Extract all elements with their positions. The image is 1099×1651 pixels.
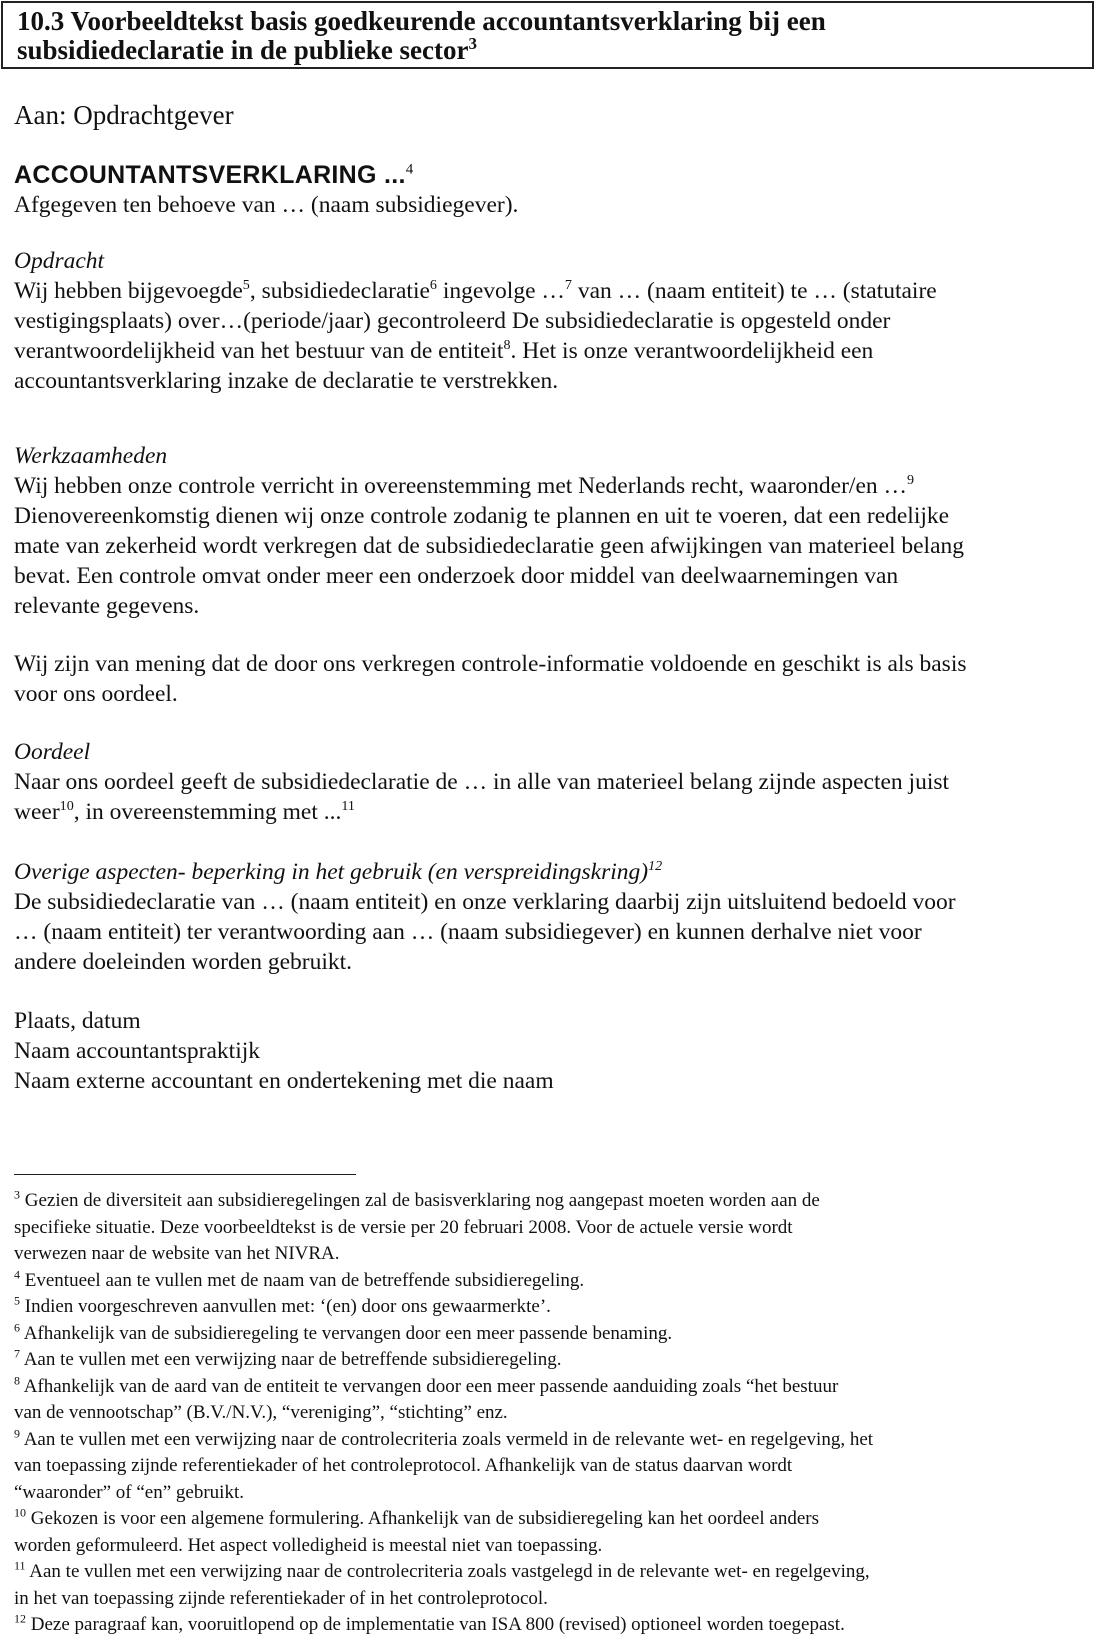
footnote-3 <box>14 1188 1089 1215</box>
footnote-8 <box>14 1374 1089 1401</box>
paragraph-werkzaamheden <box>14 471 1089 621</box>
footnote-11 <box>14 1559 1089 1586</box>
footnote-number: 5 <box>14 1293 20 1308</box>
signature-firm: Naam accountantspraktijk <box>14 1038 261 1064</box>
footnote-number: 6 <box>14 1320 20 1335</box>
footnote-7 <box>14 1347 1089 1374</box>
paragraph-line <box>14 336 1089 366</box>
footnote-text: Aan te vullen met een verwijzing naar de controlecriteria zoals vastgelegd in de relevante wet- en regelgeving, <box>25 1561 870 1582</box>
paragraph-line: vestigingsplaats) over…(periode/jaar) gecontroleerd De subsidiedeclaratie is opgesteld onder <box>14 308 891 334</box>
paragraph-line: Naar ons oordeel geeft de subsidiedeclaratie de … in alle van materieel belang zijnde aspecten juist <box>14 769 950 795</box>
footnote-text: Eventueel aan te vullen met de naam van de betreffende subsidieregeling. <box>20 1269 585 1291</box>
paragraph-line: De subsidiedeclaratie van … (naam entiteit) en onze verklaring daarbij zijn uitsluitend bedoeld voor <box>14 889 956 915</box>
paragraph-line: relevante gegevens. <box>14 593 200 619</box>
footnote-text: Deze paragraaf kan, vooruitlopend op de implementatie van ISA 800 (revised) optioneel worden toegepast. <box>26 1614 845 1635</box>
footnote-text: Indien voorgeschreven aanvullen met: ‘(en) door ons gewaarmerkte’. <box>20 1296 551 1317</box>
footnote-ref: 12 <box>648 858 663 875</box>
footnote-ref: 6 <box>429 277 437 294</box>
section-heading-text: Overige aspecten- beperking in het gebruik (en verspreidingskring) <box>14 859 649 885</box>
footnote-ref: 3 <box>468 34 477 53</box>
footnote-line: in het van toepassing zijnde referentiekader of in het controleprotocol. <box>14 1587 548 1609</box>
footnote-line: specifieke situatie. Deze voorbeeldtekst is de versie per 20 februari 2008. Voor de actuele versie wordt <box>14 1216 793 1238</box>
paragraph-line: Wij zijn van mening dat de door ons verkregen controle-informatie voldoende en geschikt is als basis <box>14 651 967 677</box>
footnote-text: Gekozen is voor een algemene formulering. Afhankelijk van de subsidieregeling kan het oordeel anders <box>26 1508 819 1529</box>
footnote-5 <box>14 1294 1089 1321</box>
footnote-ref: 9 <box>907 472 915 489</box>
issued-for-line <box>14 190 1089 220</box>
addressee: Aan: Opdrachtgever <box>14 100 234 130</box>
section-heading-opdracht: Opdracht <box>14 248 105 274</box>
text-run: , subsidiedeclaratie <box>249 278 430 304</box>
footnote-line: worden geformuleerd. Het aspect volledigheid is meestal niet van toepassing. <box>14 1534 603 1556</box>
paragraph-line: voor ons oordeel. <box>14 681 178 707</box>
footnotes <box>14 1188 1089 1639</box>
paragraph-line <box>14 276 1089 306</box>
section-title-box <box>1 1 1094 69</box>
footnote-number: 4 <box>14 1267 20 1282</box>
footnote-6 <box>14 1321 1089 1348</box>
text-run: Wij hebben bijgevoegde <box>14 278 243 304</box>
footnote-ref: 5 <box>242 277 250 294</box>
footnote-12 <box>14 1612 1089 1639</box>
footnote-ref: 8 <box>503 337 511 354</box>
footnote-number: 8 <box>14 1373 20 1388</box>
footnote-number: 3 <box>14 1187 20 1202</box>
text-run: verantwoordelijkheid van het bestuur van de entiteit <box>14 338 504 364</box>
issued-for-text: Afgegeven ten behoeve van … (naam subsidiegever). <box>14 192 519 218</box>
signature-block <box>14 1006 1089 1096</box>
paragraph-line <box>14 797 1089 827</box>
footnote-10 <box>14 1506 1089 1533</box>
text-run: weer <box>14 799 60 825</box>
paragraph-overige <box>14 887 1089 977</box>
section-title-line-2 <box>17 36 1078 65</box>
section-title-text: subsidiedeclaratie in de publieke sector <box>17 35 469 65</box>
paragraph-line: andere doeleinden worden gebruikt. <box>14 949 353 975</box>
text-run: van … (naam entiteit) te … (statutaire <box>571 278 937 304</box>
paragraph-line: mate van zekerheid wordt verkregen dat de subsidiedeclaratie geen afwijkingen van materieel belang <box>14 533 965 559</box>
footnote-number: 11 <box>14 1558 26 1573</box>
signature-place-date: Plaats, datum <box>14 1008 141 1034</box>
text-run: ingevolge … <box>436 278 565 304</box>
footnote-text: Gezien de diversiteit aan subsidieregelingen zal de basisverklaring nog aangepast moeten worden aan de <box>20 1190 820 1211</box>
report-heading-text: ACCOUNTANTSVERKLARING ... <box>14 161 406 189</box>
footnote-text: Aan te vullen met een verwijzing naar de betreffende subsidieregeling. <box>20 1349 562 1370</box>
footnote-line: verwezen naar de website van het NIVRA. <box>14 1243 340 1264</box>
paragraph-line: bevat. Een controle omvat onder meer een onderzoek door middel van deelwaarnemingen van <box>14 563 899 589</box>
paragraph-line: … (naam entiteit) ter verantwoording aan … (naam subsidiegever) en kunnen derhalve niet voor <box>14 919 922 945</box>
section-title-line-1: 10.3 Voorbeeldtekst basis goedkeurende accountantsverklaring bij een <box>17 6 826 36</box>
section-heading-overige <box>14 857 1089 887</box>
footnote-number: 10 <box>14 1505 26 1520</box>
footnote-line: van de vennootschap” (B.V./N.V.), “vereniging”, “stichting” enz. <box>14 1402 508 1423</box>
footnote-separator <box>14 1174 356 1175</box>
footnote-number: 9 <box>14 1426 20 1441</box>
footnote-ref: 4 <box>405 161 414 178</box>
paragraph-line <box>14 471 1089 501</box>
section-heading-werkzaamheden: Werkzaamheden <box>14 443 168 469</box>
footnote-text: Afhankelijk van de subsidieregeling te vervangen door een meer passende benaming. <box>20 1322 673 1344</box>
footnote-ref: 11 <box>341 798 355 815</box>
footnote-line: van toepassing zijnde referentiekader of het controleprotocol. Afhankelijk van de status daarvan wordt <box>14 1455 793 1476</box>
text-run: Wij hebben onze controle verricht in overeenstemming met Nederlands recht, waaronder/en … <box>14 473 908 499</box>
signature-accountant: Naam externe accountant en ondertekening met die naam <box>14 1068 554 1094</box>
footnote-number: 7 <box>14 1346 20 1361</box>
paragraph-line: accountantsverklaring inzake de declaratie te verstrekken. <box>14 368 559 394</box>
footnote-text: Afhankelijk van de aard van de entiteit te vervangen door een meer passende aanduiding zoals “het bestuur <box>20 1375 839 1397</box>
footnote-number: 12 <box>14 1611 26 1626</box>
paragraph-line: Dienovereenkomstig dienen wij onze controle zodanig te plannen en uit te voeren, dat een redelijke <box>14 503 950 529</box>
text-run: , in overeenstemming met ... <box>73 799 342 825</box>
footnote-4 <box>14 1268 1089 1295</box>
footnote-line: “waaronder” of “en” gebruikt. <box>14 1481 244 1503</box>
paragraph-oordeel <box>14 767 1089 827</box>
paragraph-opdracht <box>14 276 1089 396</box>
footnote-9 <box>14 1427 1089 1454</box>
report-heading <box>14 160 1089 190</box>
text-run: . Het is onze verantwoordelijkheid een <box>510 338 874 364</box>
footnote-text: Aan te vullen met een verwijzing naar de controlecriteria zoals vermeld in de relevante wet- en regelgeving, het <box>20 1428 874 1450</box>
footnote-ref: 10 <box>59 798 74 815</box>
section-heading-oordeel: Oordeel <box>14 739 91 765</box>
footnote-ref: 7 <box>564 277 572 294</box>
paragraph-controle-informatie <box>14 649 1089 709</box>
